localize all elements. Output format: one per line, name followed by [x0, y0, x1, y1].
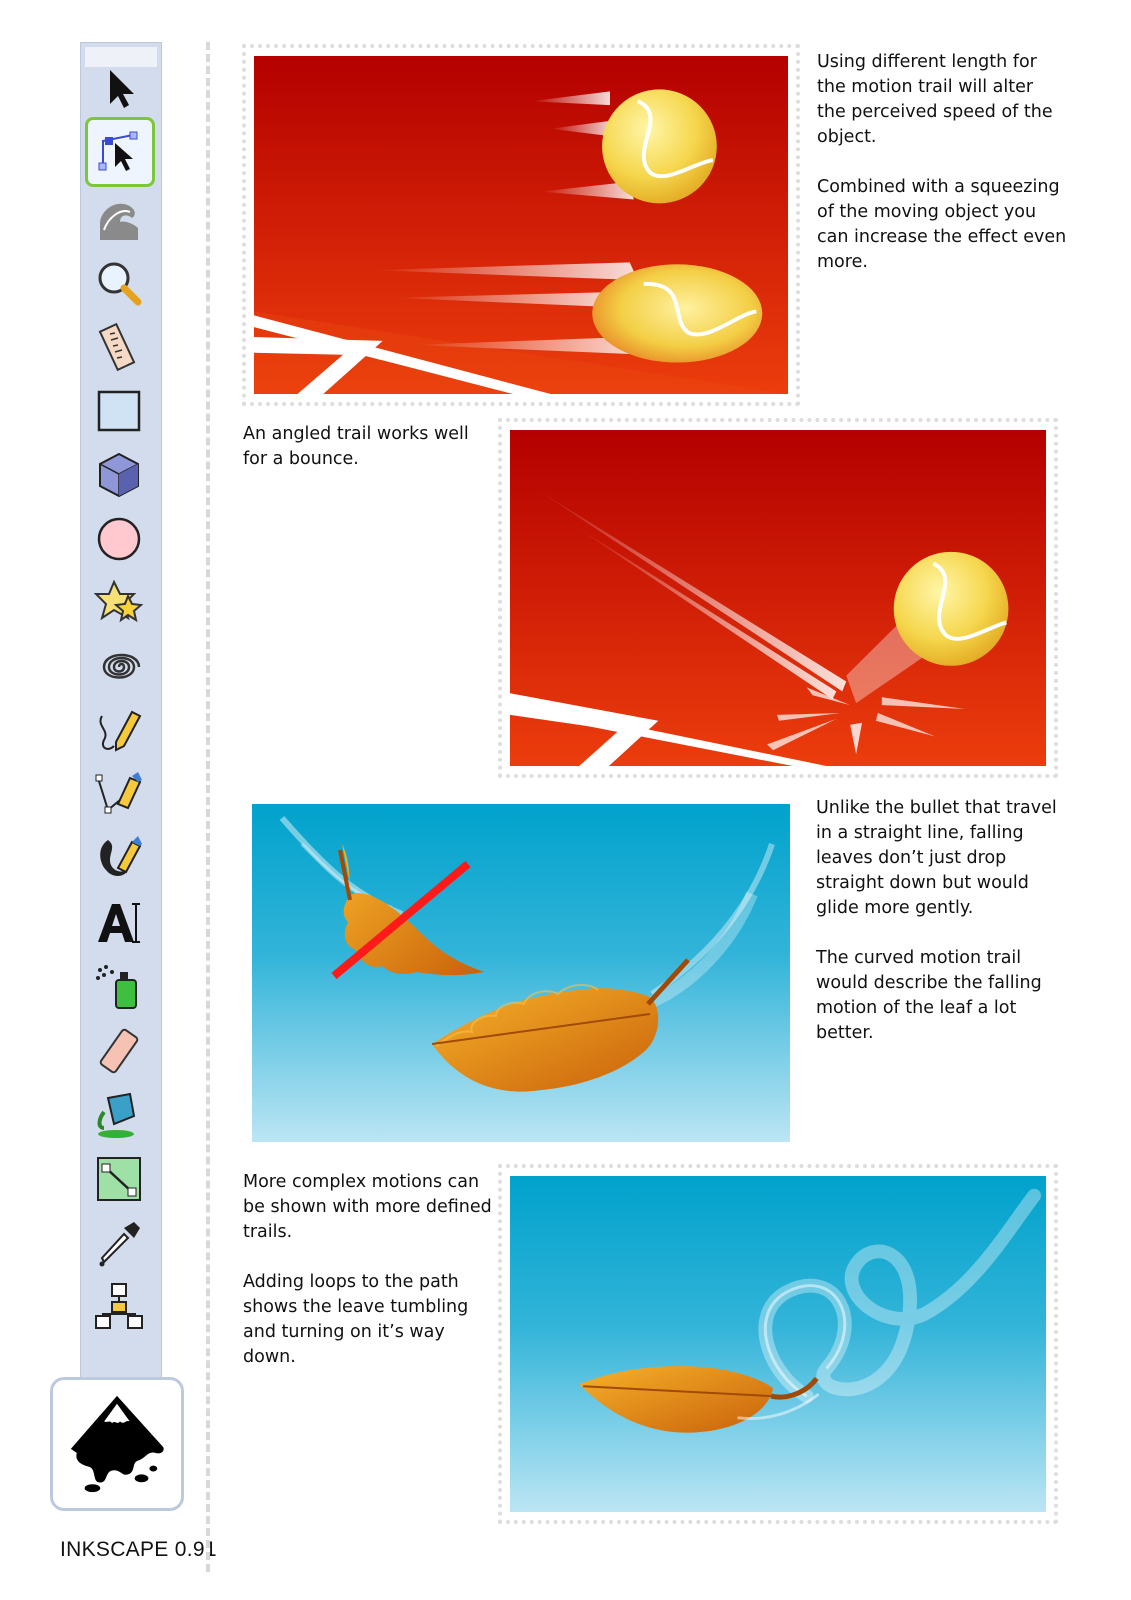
node-tool[interactable] — [85, 117, 155, 187]
node-edit-icon — [95, 127, 145, 177]
pencil-icon — [94, 706, 144, 756]
loops-caption — [243, 1170, 493, 1370]
spray-tool[interactable] — [91, 959, 147, 1015]
measure-tool[interactable] — [91, 319, 147, 375]
pen-tool[interactable] — [91, 767, 147, 823]
ruler-icon — [94, 322, 144, 372]
loops-caption-1: More complex motions can be shown with more defined trails. — [243, 1172, 492, 1242]
speed-caption-2: Combined with a squeezing of the moving object you can increase the effect even more. — [817, 177, 1067, 272]
inkscape-logo-box — [50, 1377, 184, 1511]
paint-bucket-tool[interactable] — [91, 1087, 147, 1143]
loops-caption-2: Adding loops to the path shows the leave tumbling and turning on it’s way down. — [243, 1272, 469, 1367]
speed-caption-1: Using different length for the motion trail will alter the perceived speed of the object. — [817, 52, 1053, 147]
zoom-tool[interactable] — [91, 255, 147, 311]
wave-icon — [94, 194, 144, 244]
connector-icon — [94, 1282, 144, 1332]
selector-tool[interactable] — [91, 61, 147, 117]
speed-trail-illustration — [242, 44, 800, 406]
star-tool[interactable] — [91, 575, 147, 631]
version-label: INKSCAPE 0.91 — [60, 1538, 217, 1561]
text-icon — [94, 898, 144, 948]
loop-trail-illustration — [498, 1164, 1058, 1524]
magnifier-icon — [94, 258, 144, 308]
connector-tool[interactable] — [91, 1279, 147, 1335]
arrow-icon — [94, 64, 144, 114]
spray-icon — [94, 962, 144, 1012]
ellipse-tool[interactable] — [91, 511, 147, 567]
calligraphy-icon — [94, 834, 144, 884]
pencil-tool[interactable] — [91, 703, 147, 759]
separator-line — [206, 42, 210, 1572]
bounce-caption — [243, 422, 483, 472]
pen-icon — [94, 770, 144, 820]
leaf-caption-1: Unlike the bullet that travel in a straight line, falling leaves don’t just drop straight down but would glide more gently. — [816, 798, 1057, 918]
rectangle-icon — [94, 386, 144, 436]
circle-icon — [94, 514, 144, 564]
eraser-tool[interactable] — [91, 1023, 147, 1079]
text-tool[interactable] — [91, 895, 147, 951]
bounce-caption-1: An angled trail works well for a bounce. — [243, 424, 469, 469]
spiral-tool[interactable] — [91, 639, 147, 695]
leaf-caption — [816, 796, 1066, 1046]
falling-leaf-illustration — [252, 804, 790, 1142]
dropper-tool[interactable] — [91, 1215, 147, 1271]
calligraphy-tool[interactable] — [91, 831, 147, 887]
rectangle-tool[interactable] — [91, 383, 147, 439]
bounce-trail-illustration — [498, 418, 1058, 778]
star-icon — [94, 578, 144, 628]
eraser-icon — [94, 1026, 144, 1076]
tweak-tool[interactable] — [91, 191, 147, 247]
speed-caption — [817, 50, 1067, 275]
3d-box-tool[interactable] — [91, 447, 147, 503]
toolbox — [80, 42, 162, 1389]
leaf-caption-2: The curved motion trail would describe the falling motion of the leaf a lot better. — [816, 948, 1042, 1043]
bucket-icon — [94, 1090, 144, 1140]
gradient-icon — [94, 1154, 144, 1204]
inkscape-logo-icon — [63, 1390, 171, 1498]
cube-icon — [94, 450, 144, 500]
gradient-tool[interactable] — [91, 1151, 147, 1207]
spiral-icon — [94, 642, 144, 692]
dropper-icon — [94, 1218, 144, 1268]
